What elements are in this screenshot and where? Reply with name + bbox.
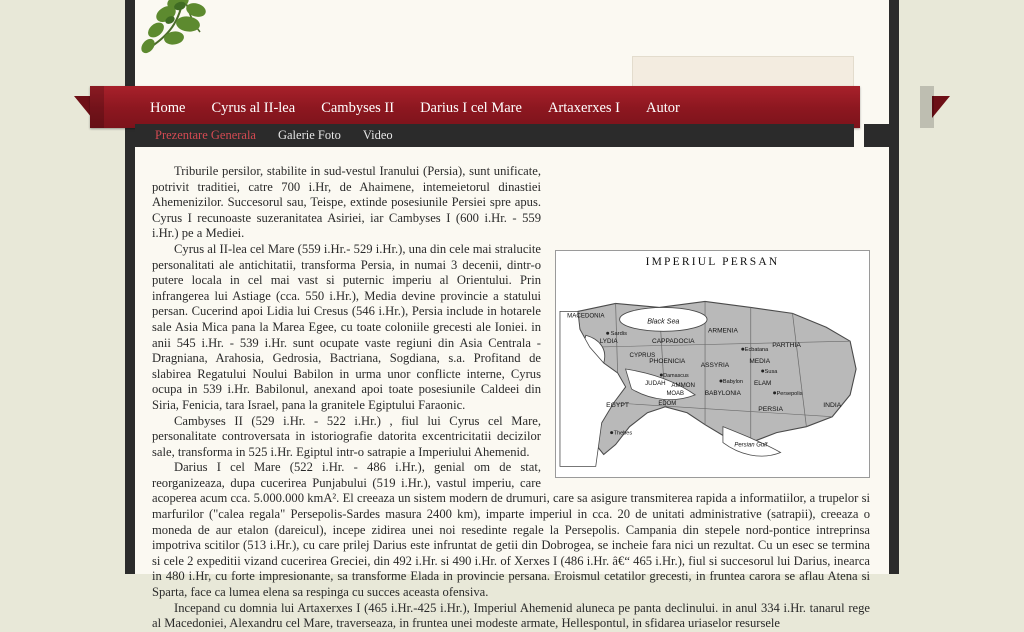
map-label: Babylon xyxy=(722,378,743,385)
ribbon-tail-right xyxy=(932,96,950,118)
paragraph-1: Triburile persilor, stabilite in sud-vestul Iranului (Persia), sunt unificate, potrivit traditiei, catre 700 i.Hr, de Ahaimene, intemeietorul dinastiei Ahemenizilor. Succesorul sau, Teispe, extinde posesiunile Persiei spre apus. Cyrus I recunoaste suzeranitatea Asiriei, iar Cambyses I (600 i.Hr. - 559 i.Hr.) pe a Mediei. xyxy=(152,164,541,241)
map-label: EGYPT xyxy=(606,401,630,409)
paragraph-5: Incepand cu domnia lui Artaxerxes I (465 i.Hr.-425 i.Hr.), Imperiul Ahemenid aluneca pe panta declinului. in anul 334 i.Hr. tanarul rege al Macedoniei, Alexandru cel Mare, traverseaza, in fruntea unei modeste armate, Hellespontul, in sfidarea uriaselor resursele xyxy=(152,600,870,631)
map-label: Black Sea xyxy=(647,316,680,325)
map-label: Persian Gulf xyxy=(734,442,768,449)
map-label: JUDAH xyxy=(645,379,666,387)
subnav-filler xyxy=(864,124,899,147)
nav-home[interactable]: Home xyxy=(150,99,186,116)
map-label: PERSIA xyxy=(758,405,784,413)
nav-artaxerxes-i[interactable]: Artaxerxes I xyxy=(547,99,620,116)
map-label: PARTHIA xyxy=(772,341,801,349)
map-label: MACEDONIA xyxy=(567,311,605,319)
map-label: Persepolis xyxy=(776,390,803,397)
map-label: PHOENICIA xyxy=(649,357,686,365)
subnav-prezentare-generala[interactable]: Prezentare Generala xyxy=(155,128,256,142)
subnav-galerie-foto[interactable]: Galerie Foto xyxy=(277,128,341,142)
nav-darius-i[interactable]: Darius I cel Mare xyxy=(420,99,522,116)
paragraph-2: Cyrus al II-lea cel Mare (559 i.Hr.- 529 i.Hr.), una din cele mai stralucite personalitati ale antichitatii, transforma Persia, in numai 3 decenii, dintr-o putere locala in cel mai vast si puternic imperiu al Orientului. Prin infrangerea lui Astiage (cca. 550 i.Hr.), Media devine provincie a statului persan. Cucerind apoi Lidia lui Cresus (546 i.Hr.), Persia include in hotarele sale Asia Mica pana la Marea Egee, cu toate coloniile grecesti ale Ioniei. in anii 545 i.Hr. - 539 i.Hr. sunt ocupate vaste regiuni din Asia Centrala - Dragniana, Arahosia, Gedrosia, Bactriana, Sogdiana, s.a. Profitand de slabirea Regatului Noului Babilon in urma unor conflicte interne, Cyrus ocupa in 539 i.Hr. Babilonul, anexand apoi toate posesiunile Caldeei din Siria, Fenicia, tara Israel, pana la granitele Egiptului Faraonic. xyxy=(152,241,541,412)
map-figure xyxy=(555,250,870,478)
map-label: BABYLONIA xyxy=(704,389,741,397)
map-label: ARMENIA xyxy=(708,326,738,334)
map-label: Thebes xyxy=(613,430,633,437)
map-label: INDIA xyxy=(823,401,842,409)
map-label: LYDIA xyxy=(599,337,618,345)
map-label: Damascus xyxy=(663,372,689,379)
map-label: ASSYRIA xyxy=(700,361,730,369)
map-label: MEDIA xyxy=(749,357,771,365)
map-label: Sardis xyxy=(610,330,627,337)
persian-empire-map-image xyxy=(556,272,869,477)
ribbon-notch-right xyxy=(920,86,934,128)
paragraph-4: Darius I cel Mare (522 i.Hr. - 486 i.Hr.), genial om de stat, reorganizeaza, dupa cucerirea Punjabului (519 i.Hr.), vastul imperiu, care acoperea acum cca. 5.000.000 kmA². El creeaza un sistem modern de drumuri, care sa asigure transmiterea rapida a informatiilor, a trupelor si marfurilor ("calea regala" Persepolis-Sardes masura 2400 km), imparte imperiul in cca. 20 de unitati administrative (satrapii), creeaza o moneda de aur etalon (dareicul), incepe zidirea unei noi resedinte regale la Persepolis. Campania din stepele nord-pontice intreprinsa impotriva scitilor (513 i.Hr.), cu care prilej Darius este infruntat de getii din Dobrogea, se incheie fara nici un rezultat. Cu un esec se termina si cele 2 expeditii vizand cucerirea Greciei, din 492 i.Hr. si 490 i.Hr. of Xerxes I (486 i.Hr. â€“ 465 i.Hr.), fiul si succesorul lui Darius, inearca in 480 i.Hr, cu forte impresionante, sa transforme Elada in provincie persana. Eroismul cetatilor grecesti, in fruntea carora se aflau Atena si Sparta, face ca lumea elena sa respinga cu succes aceasta ofensiva. xyxy=(152,460,870,600)
nav-autor[interactable]: Autor xyxy=(646,99,680,116)
map-label: Susa xyxy=(764,368,778,375)
map-label: CAPPADOCIA xyxy=(652,337,695,345)
nav-cyrus-ii[interactable]: Cyrus al II-lea xyxy=(211,99,296,116)
map-caption: IMPERIUL PERSAN xyxy=(645,256,780,268)
nav-cambyses-ii[interactable]: Cambyses II xyxy=(321,99,395,116)
subnav-video[interactable]: Video xyxy=(362,128,393,142)
map-label: AMMON xyxy=(671,381,695,389)
page-gutter-right xyxy=(889,0,899,574)
map-label: Ecbatana xyxy=(744,346,769,353)
ribbon-notch-left xyxy=(90,86,104,128)
main-navigation xyxy=(150,96,680,120)
article-body xyxy=(152,164,870,632)
sub-navigation xyxy=(135,124,854,147)
map-label: MOAB xyxy=(666,390,685,397)
map-label: EDOM xyxy=(658,400,677,407)
map-label: CYPRUS xyxy=(629,351,656,359)
map-label: ELAM xyxy=(754,379,772,387)
paragraph-3: Cambyses II (529 i.Hr. - 522 i.Hr.) , fiul lui Cyrus cel Mare, personalitate controversata in istoriografie datorita excentricitatii decizilor sale, transforma in 525 i.Hr. Egiptul intr-o satrapie a Imperiului Ahemenid. xyxy=(152,413,541,459)
